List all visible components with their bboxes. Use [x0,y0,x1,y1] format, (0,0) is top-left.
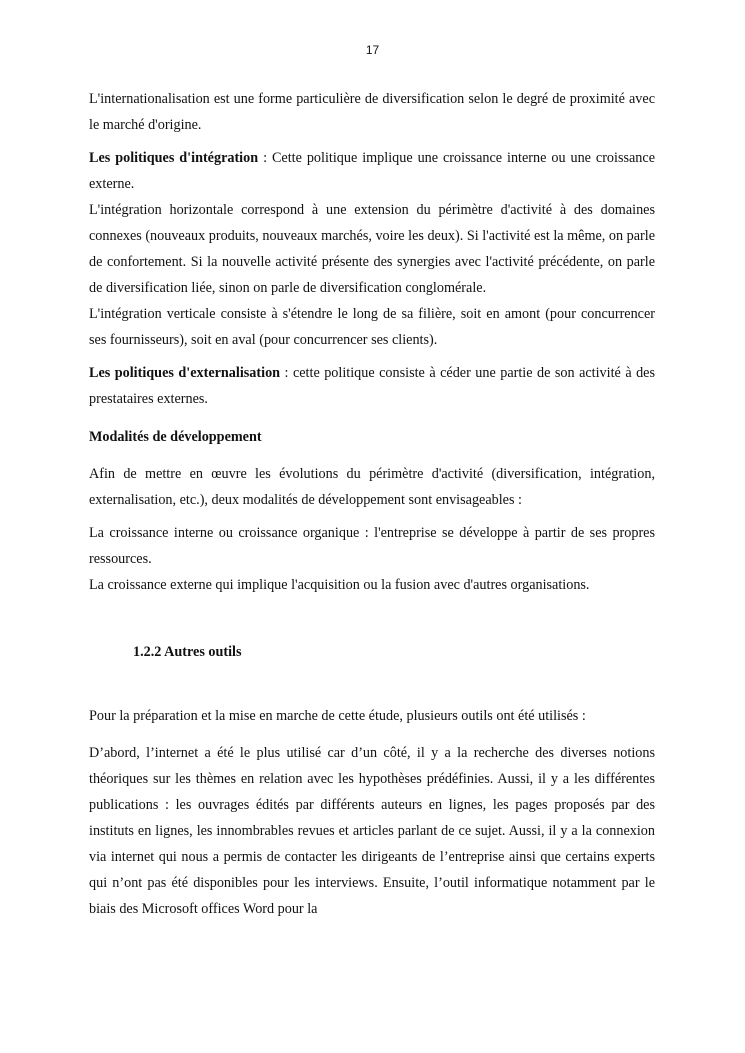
paragraph-politiques-integration [89,145,655,197]
definition-politiques-integration: : Cette politique implique une croissance interne ou une croissance externe. [89,150,655,192]
paragraph-modalites-intro: Afin de mettre en œuvre les évolutions du périmètre d'activité (diversification, intégration, externalisation, etc.), deux modalités de développement sont envisageables : [89,466,655,508]
section-title-modalites: Modalités de développement [89,429,262,445]
subsection-title-autres-outils: 1.2.2 Autres outils [133,644,242,660]
paragraph-outils-internet: D’abord, l’internet a été le plus utilisé car d’un côté, il y a la recherche des diverses notions théoriques sur les thèmes en relation avec les hypothèses prédéfinies. Aussi, il y a les différentes publications : les ouvrages édités par différents auteurs en lignes, les pages proposés par des instituts en lignes, les innombrables revues et articles parlant de ce sujet. Aussi, il y a la connexion via internet qui nous a permis de contacter les dirigeants de l’entreprise ainsi que certains experts qui n’ont pas été disponibles pour les interviews. Ensuite, l’outil informatique notamment par le biais des Microsoft offices Word pour la [89,745,655,917]
paragraph-outils-intro: Pour la préparation et la mise en marche de cette étude, plusieurs outils ont été utilisés : [89,708,586,724]
page-content [89,86,655,922]
paragraph-croissance-externe: La croissance externe qui implique l'acquisition ou la fusion avec d'autres organisations. [89,577,590,593]
paragraph-politiques-externalisation [89,360,655,412]
term-politiques-externalisation: Les politiques d'externalisation [89,365,281,381]
paragraph-integration-horizontale: L'intégration horizontale correspond à une extension du périmètre d'activité à des domaines connexes (nouveaux produits, nouveaux marchés, voire les deux). Si l'activité est la même, on parle de confortement. Si la nouvelle activité présente des synergies avec l'activité précédente, on parle de diversification liée, sinon on parle de diversification conglomérale. [89,202,655,296]
paragraph-integration-verticale: L'intégration verticale consiste à s'étendre le long de sa filière, soit en amont (pour concurrencer ses fournisseurs), soit en aval (pour concurrencer ses clients). [89,306,655,348]
definition-politiques-externalisation: : cette politique consiste à céder une partie de son activité à des prestataires externes. [89,365,656,407]
page-number: 17 [365,43,380,57]
paragraph-internationalisation: L'internationalisation est une forme particulière de diversification selon le degré de proximité avec le marché d'origine. [89,91,655,133]
paragraph-croissance-interne: La croissance interne ou croissance organique : l'entreprise se développe à partir de ses propres ressources. [89,525,655,567]
term-politiques-integration: Les politiques d'intégration [89,150,259,166]
